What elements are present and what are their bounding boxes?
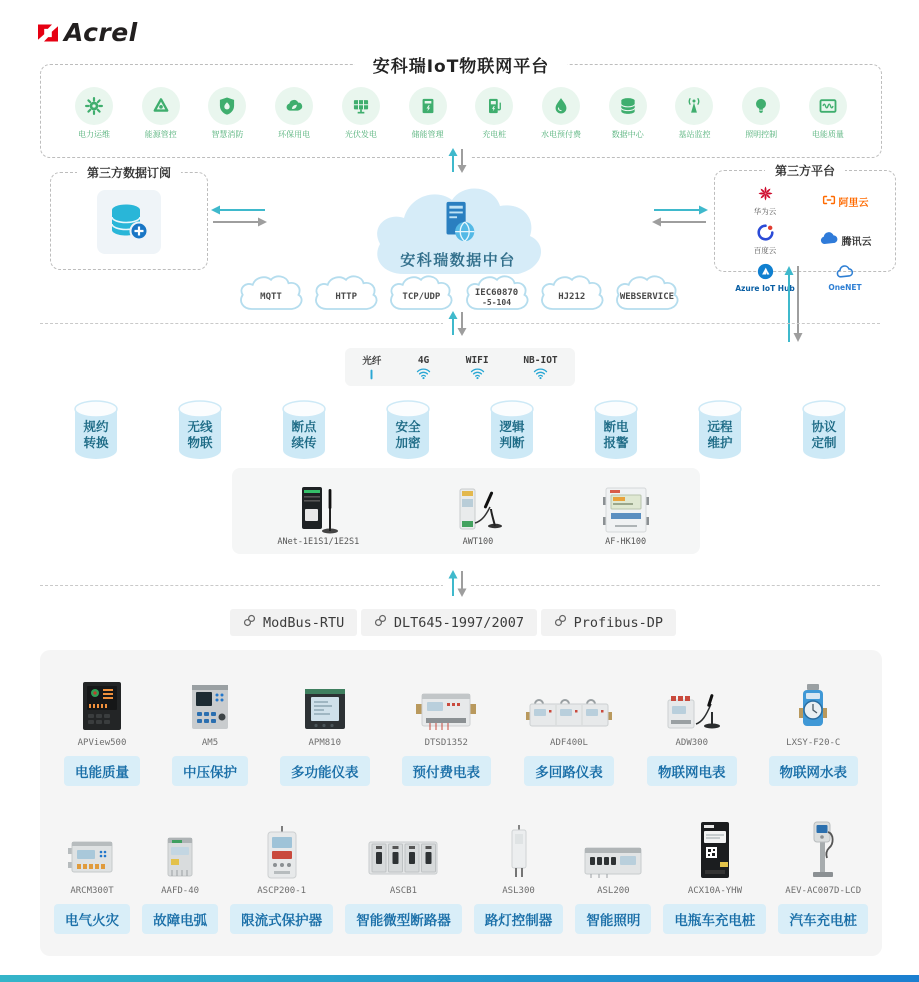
app-label: 电力运维 xyxy=(78,130,110,139)
product-item xyxy=(54,816,130,934)
gateway-item xyxy=(277,477,359,547)
platform-app xyxy=(595,87,661,140)
product-model: ASL200 xyxy=(597,886,630,896)
connectivity-bar xyxy=(345,348,575,386)
product-category-badge: 智能微型断路器 xyxy=(345,904,462,934)
gateway-model: ANet-1E1S1/1E2S1 xyxy=(277,537,360,547)
product-category-badge: 多功能仪表 xyxy=(280,756,370,786)
product-category-badge: 物联网电表 xyxy=(647,756,737,786)
cloud-provider xyxy=(822,193,869,210)
app-label: 充电桩 xyxy=(482,130,507,139)
product-model: ADW300 xyxy=(675,738,708,748)
power-ops-icon xyxy=(75,87,113,125)
protocol-label: IEC60870 xyxy=(474,287,519,298)
awt100-gateway-device-image xyxy=(450,477,506,535)
product-model: ASL300 xyxy=(502,886,535,896)
product-item xyxy=(474,816,564,934)
protocol-label-2: -5-104 xyxy=(482,298,512,308)
product-item xyxy=(402,668,492,786)
up-down-arrows-icon xyxy=(443,147,471,178)
product-model: LXSY-F20-C xyxy=(786,738,841,748)
energy-storage-icon xyxy=(409,87,447,125)
product-item xyxy=(172,668,248,786)
energy-mgmt-icon xyxy=(142,87,180,125)
product-category-badge: 汽车充电桩 xyxy=(778,904,868,934)
product-item xyxy=(280,668,370,786)
connectivity-label: WIFI xyxy=(465,354,489,366)
connectivity-item xyxy=(523,355,557,380)
field-protocol-pill xyxy=(230,609,357,636)
base-station-icon xyxy=(675,87,713,125)
power-quality-icon xyxy=(809,87,847,125)
product-model: APView500 xyxy=(77,738,127,748)
data-center-icon xyxy=(609,87,647,125)
protocol-label: MQTT xyxy=(260,292,282,303)
platform-app xyxy=(61,87,127,140)
connectivity-item xyxy=(362,353,381,381)
protocol-cloud xyxy=(537,272,607,316)
adf400l-device-image xyxy=(523,668,615,732)
feature-cylinder xyxy=(384,399,432,461)
gateway-model: AF-HK100 xyxy=(605,537,647,547)
field-protocol-pill xyxy=(541,609,676,636)
feature-label-line2: 报警 xyxy=(603,435,629,451)
product-model: ADF400L xyxy=(550,738,588,748)
azure-iot-hub-icon xyxy=(757,263,774,282)
gateway-panel xyxy=(232,468,700,554)
provider-label: 腾讯云 xyxy=(841,236,872,248)
tencent-cloud-icon xyxy=(819,231,839,249)
product-model: AM5 xyxy=(201,738,219,748)
water-meter-device-image xyxy=(793,668,833,732)
huawei-cloud-icon xyxy=(757,185,774,204)
product-category-badge: 故障电弧 xyxy=(142,904,218,934)
feature-label-line2: 续传 xyxy=(291,435,317,451)
protocol-label: HJ212 xyxy=(558,292,586,303)
connectivity-label: 4G xyxy=(417,354,430,366)
product-category-badge: 物联网水表 xyxy=(769,756,859,786)
feature-cylinder xyxy=(488,399,536,461)
alibaba-cloud-icon xyxy=(822,193,836,210)
app-label: 电能质量 xyxy=(811,130,844,139)
product-item xyxy=(523,668,615,786)
platform-app xyxy=(661,87,727,140)
charging-pile-icon xyxy=(475,87,513,125)
feature-label-line1: 断点 xyxy=(291,419,317,434)
protocol-cloud xyxy=(462,272,532,316)
app-label: 基站监控 xyxy=(678,130,711,139)
apm810-device-image xyxy=(302,668,348,732)
acx10a-device-image xyxy=(693,816,737,880)
feature-cylinder xyxy=(72,399,120,461)
product-item xyxy=(142,816,218,934)
feature-cylinder xyxy=(592,399,640,461)
protocol-label: TCP/UDP xyxy=(402,292,441,303)
platform-app xyxy=(528,87,594,140)
adw300-device-image xyxy=(662,668,722,732)
app-label: 光伏发电 xyxy=(344,130,377,139)
fire-safety-icon xyxy=(208,87,246,125)
product-category-badge: 多回路仪表 xyxy=(524,756,614,786)
feature-label-line1: 规约 xyxy=(83,419,109,434)
feature-label-line2: 判断 xyxy=(499,435,525,451)
platform-app xyxy=(461,87,527,140)
arcm300t-device-image xyxy=(64,816,120,880)
wifi-icon xyxy=(470,367,485,380)
feature-label-line1: 无线 xyxy=(187,419,213,434)
right-box-title: 第三方平台 xyxy=(765,162,845,179)
acrel-logo xyxy=(36,18,138,47)
product-item xyxy=(769,668,859,786)
connectivity-item xyxy=(416,355,431,380)
gateway-model: AWT100 xyxy=(462,537,494,547)
products-panel xyxy=(40,650,882,956)
product-item xyxy=(64,668,140,786)
link-icon xyxy=(554,614,567,631)
product-item xyxy=(345,816,462,934)
gateway-item xyxy=(450,477,506,547)
protocol-cloud xyxy=(612,272,682,316)
left-box-title: 第三方数据订阅 xyxy=(77,164,181,181)
field-protocols-row xyxy=(230,609,676,636)
product-category-badge: 路灯控制器 xyxy=(474,904,564,934)
product-category-badge: 限流式保护器 xyxy=(230,904,333,934)
product-model: DTSD1352 xyxy=(424,738,468,748)
product-item xyxy=(575,816,651,934)
link-icon xyxy=(374,614,387,631)
feature-cylinder xyxy=(176,399,224,461)
cloud-provider xyxy=(828,265,861,292)
product-category-badge: 电瓶车充电桩 xyxy=(663,904,766,934)
feature-label-line2: 定制 xyxy=(811,435,837,451)
connectivity-item xyxy=(466,355,489,380)
apview500-device-image xyxy=(80,668,124,732)
app-label: 储能管理 xyxy=(411,130,444,139)
product-category-badge: 电气火灾 xyxy=(54,904,130,934)
product-model: ASCB1 xyxy=(389,886,418,896)
product-category-badge: 中压保护 xyxy=(172,756,248,786)
cloud-provider xyxy=(754,185,777,217)
feature-label-line2: 维护 xyxy=(707,435,733,451)
feature-label-line2: 转换 xyxy=(83,435,109,451)
provider-label: Azure IoT Hub xyxy=(735,284,795,293)
feature-label-line2: 加密 xyxy=(395,435,421,451)
connectivity-label: 光纤 xyxy=(362,356,382,367)
baidu-cloud-icon xyxy=(757,224,774,243)
footer-accent-bar xyxy=(0,975,919,982)
app-label: 环保用电 xyxy=(278,130,311,139)
aev-charge-post-device-image xyxy=(806,816,840,880)
vertical-arrows-right-icon xyxy=(780,264,806,348)
feature-cylinder xyxy=(800,399,848,461)
ascp200-device-image xyxy=(260,816,304,880)
am5-device-image xyxy=(187,668,233,732)
af-hk100-wall-device-image xyxy=(597,477,655,535)
provider-label: OneNET xyxy=(828,282,862,292)
connectivity-label: NB-IOT xyxy=(523,354,558,366)
database-plus-icon xyxy=(97,190,161,254)
protocol-label: WEBSERVICE xyxy=(619,292,675,303)
field-protocol-pill xyxy=(361,609,537,636)
product-model: APM810 xyxy=(308,738,341,748)
product-category-badge: 预付费电表 xyxy=(402,756,492,786)
platform-title: 安科瑞IoT物联网平台 xyxy=(355,52,568,77)
product-model: ACX10A-YHW xyxy=(687,886,742,896)
up-down-arrows-icon xyxy=(443,310,471,341)
platform-app xyxy=(395,87,461,140)
anet-gateway-device-image xyxy=(292,477,344,535)
third-party-platform-box xyxy=(714,164,896,293)
protocol-cloud xyxy=(311,272,381,316)
provider-label: 阿里云 xyxy=(838,197,869,209)
ascb1-device-image xyxy=(367,816,439,880)
feature-cylinder xyxy=(696,399,744,461)
product-category-badge: 电能质量 xyxy=(64,756,140,786)
feature-label-line1: 断电 xyxy=(603,419,629,434)
product-model: AAFD-40 xyxy=(161,886,200,896)
data-server-icon xyxy=(435,200,481,246)
app-label: 水电预付费 xyxy=(541,130,582,139)
solar-icon xyxy=(342,87,380,125)
platform-app xyxy=(194,87,260,140)
link-icon xyxy=(243,614,256,631)
aafd40-device-image xyxy=(158,816,202,880)
platform-app xyxy=(795,87,861,140)
asl300-device-image xyxy=(504,816,534,880)
products-row-2 xyxy=(48,816,874,934)
field-protocol-label: Profibus-DP xyxy=(573,614,663,631)
lighting-icon xyxy=(742,87,780,125)
app-label: 智慧消防 xyxy=(211,130,244,139)
product-model: AEV-AC007D-LCD xyxy=(785,886,862,896)
onenet-icon xyxy=(835,265,855,281)
center-cloud-label: 安科瑞数据中台 xyxy=(400,251,516,269)
feature-label-line1: 安全 xyxy=(395,419,421,434)
fiber-icon xyxy=(364,368,379,381)
water-prepay-icon xyxy=(542,87,580,125)
platform-apps-row xyxy=(41,87,881,140)
field-protocol-label: ModBus-RTU xyxy=(263,614,345,631)
asl200-device-image xyxy=(581,816,645,880)
app-label: 能源管控 xyxy=(144,130,177,139)
field-protocol-label: DLT645-1997/2007 xyxy=(393,614,524,631)
feature-label-line2: 物联 xyxy=(187,435,213,451)
feature-label-line1: 逻辑 xyxy=(499,419,525,434)
platform-app xyxy=(261,87,327,140)
right-left-arrows-icon xyxy=(650,202,710,234)
feature-label-line1: 协议 xyxy=(811,419,837,434)
wifi-icon xyxy=(533,367,548,380)
wifi-icon xyxy=(416,367,431,380)
product-model: ARCM300T xyxy=(70,886,114,896)
logo-text: Acrel xyxy=(64,18,138,47)
app-label: 照明控制 xyxy=(745,130,778,139)
protocol-cloud xyxy=(236,272,306,316)
up-down-arrows-icon xyxy=(443,569,471,602)
feature-cylinder xyxy=(280,399,328,461)
product-item xyxy=(647,668,737,786)
product-item xyxy=(778,816,868,934)
iot-platform-box xyxy=(40,57,882,158)
cloud-provider xyxy=(754,224,777,256)
provider-label: 百度云 xyxy=(753,246,777,255)
product-item xyxy=(663,816,766,934)
platform-app xyxy=(728,87,794,140)
provider-label: 华为云 xyxy=(753,207,777,216)
app-label: 数据中心 xyxy=(611,130,644,139)
third-party-subscription-box xyxy=(50,166,208,270)
acrel-logo-icon xyxy=(36,21,60,45)
products-row-1 xyxy=(48,668,874,786)
features-row xyxy=(72,399,848,461)
platform-app xyxy=(328,87,394,140)
product-item xyxy=(230,816,333,934)
eco-power-icon xyxy=(275,87,313,125)
platform-app xyxy=(128,87,194,140)
cloud-provider xyxy=(819,231,872,249)
dtsd1352-device-image xyxy=(414,668,478,732)
left-right-arrows-icon xyxy=(209,202,269,234)
product-model: ASCP200-1 xyxy=(257,886,307,896)
gateway-item xyxy=(597,477,655,547)
feature-label-line1: 远程 xyxy=(707,419,733,434)
protocol-label: HTTP xyxy=(335,292,358,303)
product-category-badge: 智能照明 xyxy=(575,904,651,934)
